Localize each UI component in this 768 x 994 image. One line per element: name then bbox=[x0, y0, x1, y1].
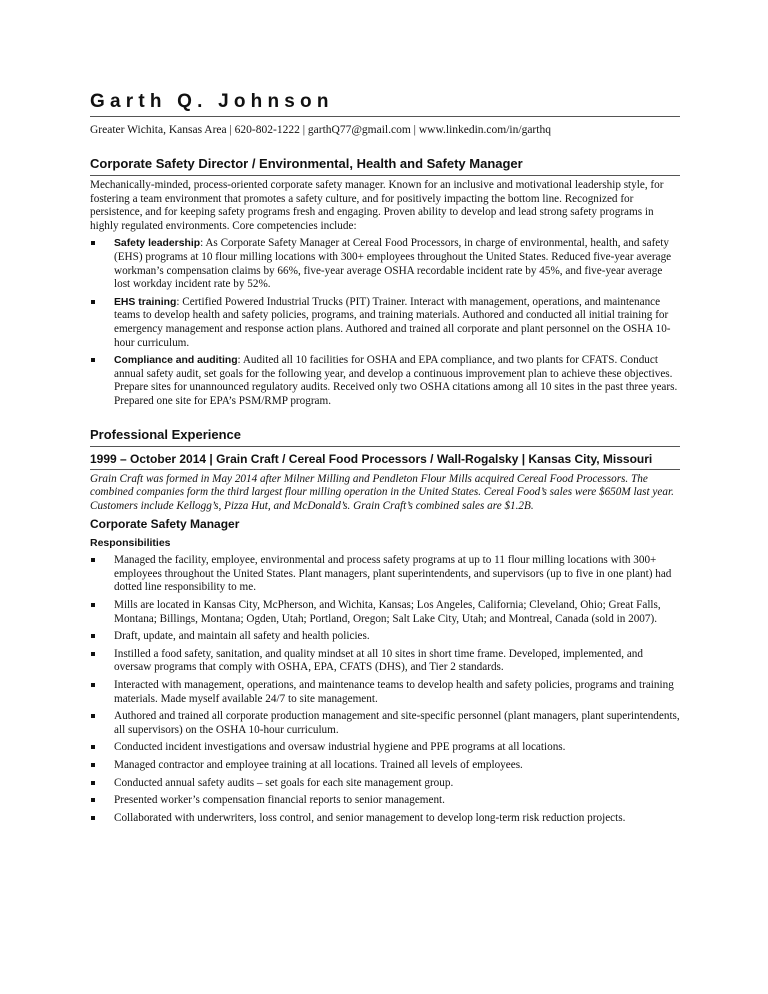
responsibility-text: Draft, update, and maintain all safety and health policies. bbox=[114, 630, 370, 643]
competencies-list bbox=[90, 237, 680, 408]
responsibility-item bbox=[90, 648, 680, 675]
bullet-square-icon bbox=[91, 816, 95, 820]
bullet-square-icon bbox=[91, 634, 95, 638]
competency-lead: EHS training bbox=[114, 296, 177, 308]
bullet-square-icon bbox=[91, 358, 95, 362]
responsibility-text: Presented worker’s compensation financial reports to senior management. bbox=[114, 794, 445, 807]
competency-text: : Audited all 10 facilities for OSHA and EPA compliance, and two plants for CFATS. Conduct annual safety audit, set goals for the following year, and develop a continuous improvement plan to achieve these objectives. Prepare sites for unannounced regulatory audits. Received only two OSHA citations among all 10 sites in the past three years. Prepared one site for EPA’s PSM/RMP program. bbox=[114, 354, 678, 407]
responsibility-item bbox=[90, 741, 680, 755]
resume-page bbox=[90, 90, 680, 825]
bullet-square-icon bbox=[91, 798, 95, 802]
bullet-square-icon bbox=[91, 745, 95, 749]
competency-item bbox=[90, 354, 680, 408]
responsibility-text: Instilled a food safety, sanitation, and quality mindset at all 10 sites in short time frame. Developed, implemented, and oversaw programs that comply with OSHA, EPA, CFATS (DHS), and Tier 2 standards. bbox=[114, 647, 643, 674]
responsibility-text: Authored and trained all corporate production management and site-specific personnel (plant managers, plant superintendents, all supervisors) on the OSHA 10-hour curriculum. bbox=[114, 710, 680, 736]
summary-paragraph: Mechanically-minded, process-oriented corporate safety manager. Known for an inclusive and motivational leadership style, for fostering a team environment that promotes a safety culture, and for positively impacting the bottom line. Recognized for persistence, and for keeping safety programs fresh and engaging. Proven ability to develop and lead strong safety programs in highly regulated environments. Core competencies include: bbox=[90, 179, 664, 232]
competency-item bbox=[90, 296, 680, 350]
bullet-square-icon bbox=[91, 300, 95, 304]
competency-lead: Compliance and auditing bbox=[114, 355, 238, 367]
responsibilities-list bbox=[90, 554, 680, 825]
competency-lead: Safety leadership bbox=[114, 238, 201, 250]
responsibility-text: Conducted annual safety audits – set goals for each site management group. bbox=[114, 776, 454, 789]
responsibility-item bbox=[90, 759, 680, 773]
responsibilities-label: Responsibilities bbox=[90, 537, 171, 550]
responsibility-text: Managed contractor and employee training at all locations. Trained all levels of employees. bbox=[114, 759, 523, 771]
bullet-square-icon bbox=[91, 241, 95, 245]
bullet-square-icon bbox=[91, 781, 95, 785]
responsibility-item bbox=[90, 554, 680, 595]
bullet-square-icon bbox=[91, 652, 95, 656]
responsibility-text: Collaborated with underwriters, loss control, and senior management to develop long-term risk reduction projects. bbox=[114, 811, 626, 824]
company-description: Grain Craft was formed in May 2014 after Milner Milling and Pendleton Flour Mills acquired Cereal Food Processors. The combined companies form the third largest flour milling operation in the United States. Cereal Food’s sales were $650M last year. Customers include Kellogg’s, Pizza Hut, and McDonald’s. Grain Craft’s combined sales are $1.2B. bbox=[90, 472, 674, 512]
responsibility-text: Interacted with management, operations, and maintenance teams to develop health and safety policies, programs and training materials. Made myself available 24/7 to site management. bbox=[114, 679, 674, 705]
responsibility-item bbox=[90, 794, 680, 808]
competency-item bbox=[90, 237, 680, 291]
bullet-square-icon bbox=[91, 558, 95, 562]
responsibility-text: Managed the facility, employee, environmental and process safety programs at up to 11 flour milling locations with 300+ employees throughout the United States. Plant managers, plant superintendents, and supervisors (up to five in one plant) had dotted line responsibility to me. bbox=[114, 554, 672, 594]
bullet-square-icon bbox=[91, 603, 95, 607]
bullet-square-icon bbox=[91, 714, 95, 718]
responsibility-text: Mills are located in Kansas City, McPherson, and Wichita, Kansas; Los Angeles, California; Cleveland, Ohio; Great Falls, Montana; Billings, Montana; Ogden, Utah; Portland, Oregon; Salt Lake City, Utah; and Montreal, Canada (sold in 2007). bbox=[114, 599, 661, 625]
job-header: 1999 – October 2014 | Grain Craft / Cereal Food Processors / Wall-Rogalsky | Kansas City, Missouri bbox=[90, 452, 680, 470]
responsibility-item bbox=[90, 599, 680, 626]
responsibility-item bbox=[90, 679, 680, 706]
responsibility-item bbox=[90, 710, 680, 737]
job-title: Corporate Safety Manager bbox=[90, 517, 240, 532]
candidate-name: Garth Q. Johnson bbox=[90, 91, 334, 112]
summary-heading: Corporate Safety Director / Environmental, Health and Safety Manager bbox=[90, 156, 680, 176]
competency-text: : Certified Powered Industrial Trucks (PIT) Trainer. Interact with management, operations, and maintenance teams to develop health and safety policies, programs, and training materials. Authored and conducted all initial training for emergency management and response action plans. Authored and trained all corporate and plant personnel on the OSHA 10-hour curriculum. bbox=[114, 295, 671, 349]
responsibility-item bbox=[90, 777, 680, 791]
bullet-square-icon bbox=[91, 683, 95, 687]
experience-heading: Professional Experience bbox=[90, 427, 680, 447]
responsibility-item bbox=[90, 630, 680, 644]
responsibility-text: Conducted incident investigations and oversaw industrial hygiene and PPE programs at all locations. bbox=[114, 741, 566, 754]
contact-line: Greater Wichita, Kansas Area | 620-802-1222 | garthQ77@gmail.com | www.linkedin.com/in/garthq bbox=[90, 116, 680, 138]
responsibility-item bbox=[90, 812, 680, 826]
competency-text: : As Corporate Safety Manager at Cereal Food Processors, in charge of environmental, health, and safety (EHS) programs at 10 flour milling locations with 300+ employees throughout the United States. Reduced five-year average workman’s compensation claims by 66%, five-year average OSHA recordable incident rate by 45%, and five-year average lost workday incident rate by 52%. bbox=[114, 237, 672, 291]
bullet-square-icon bbox=[91, 763, 95, 767]
